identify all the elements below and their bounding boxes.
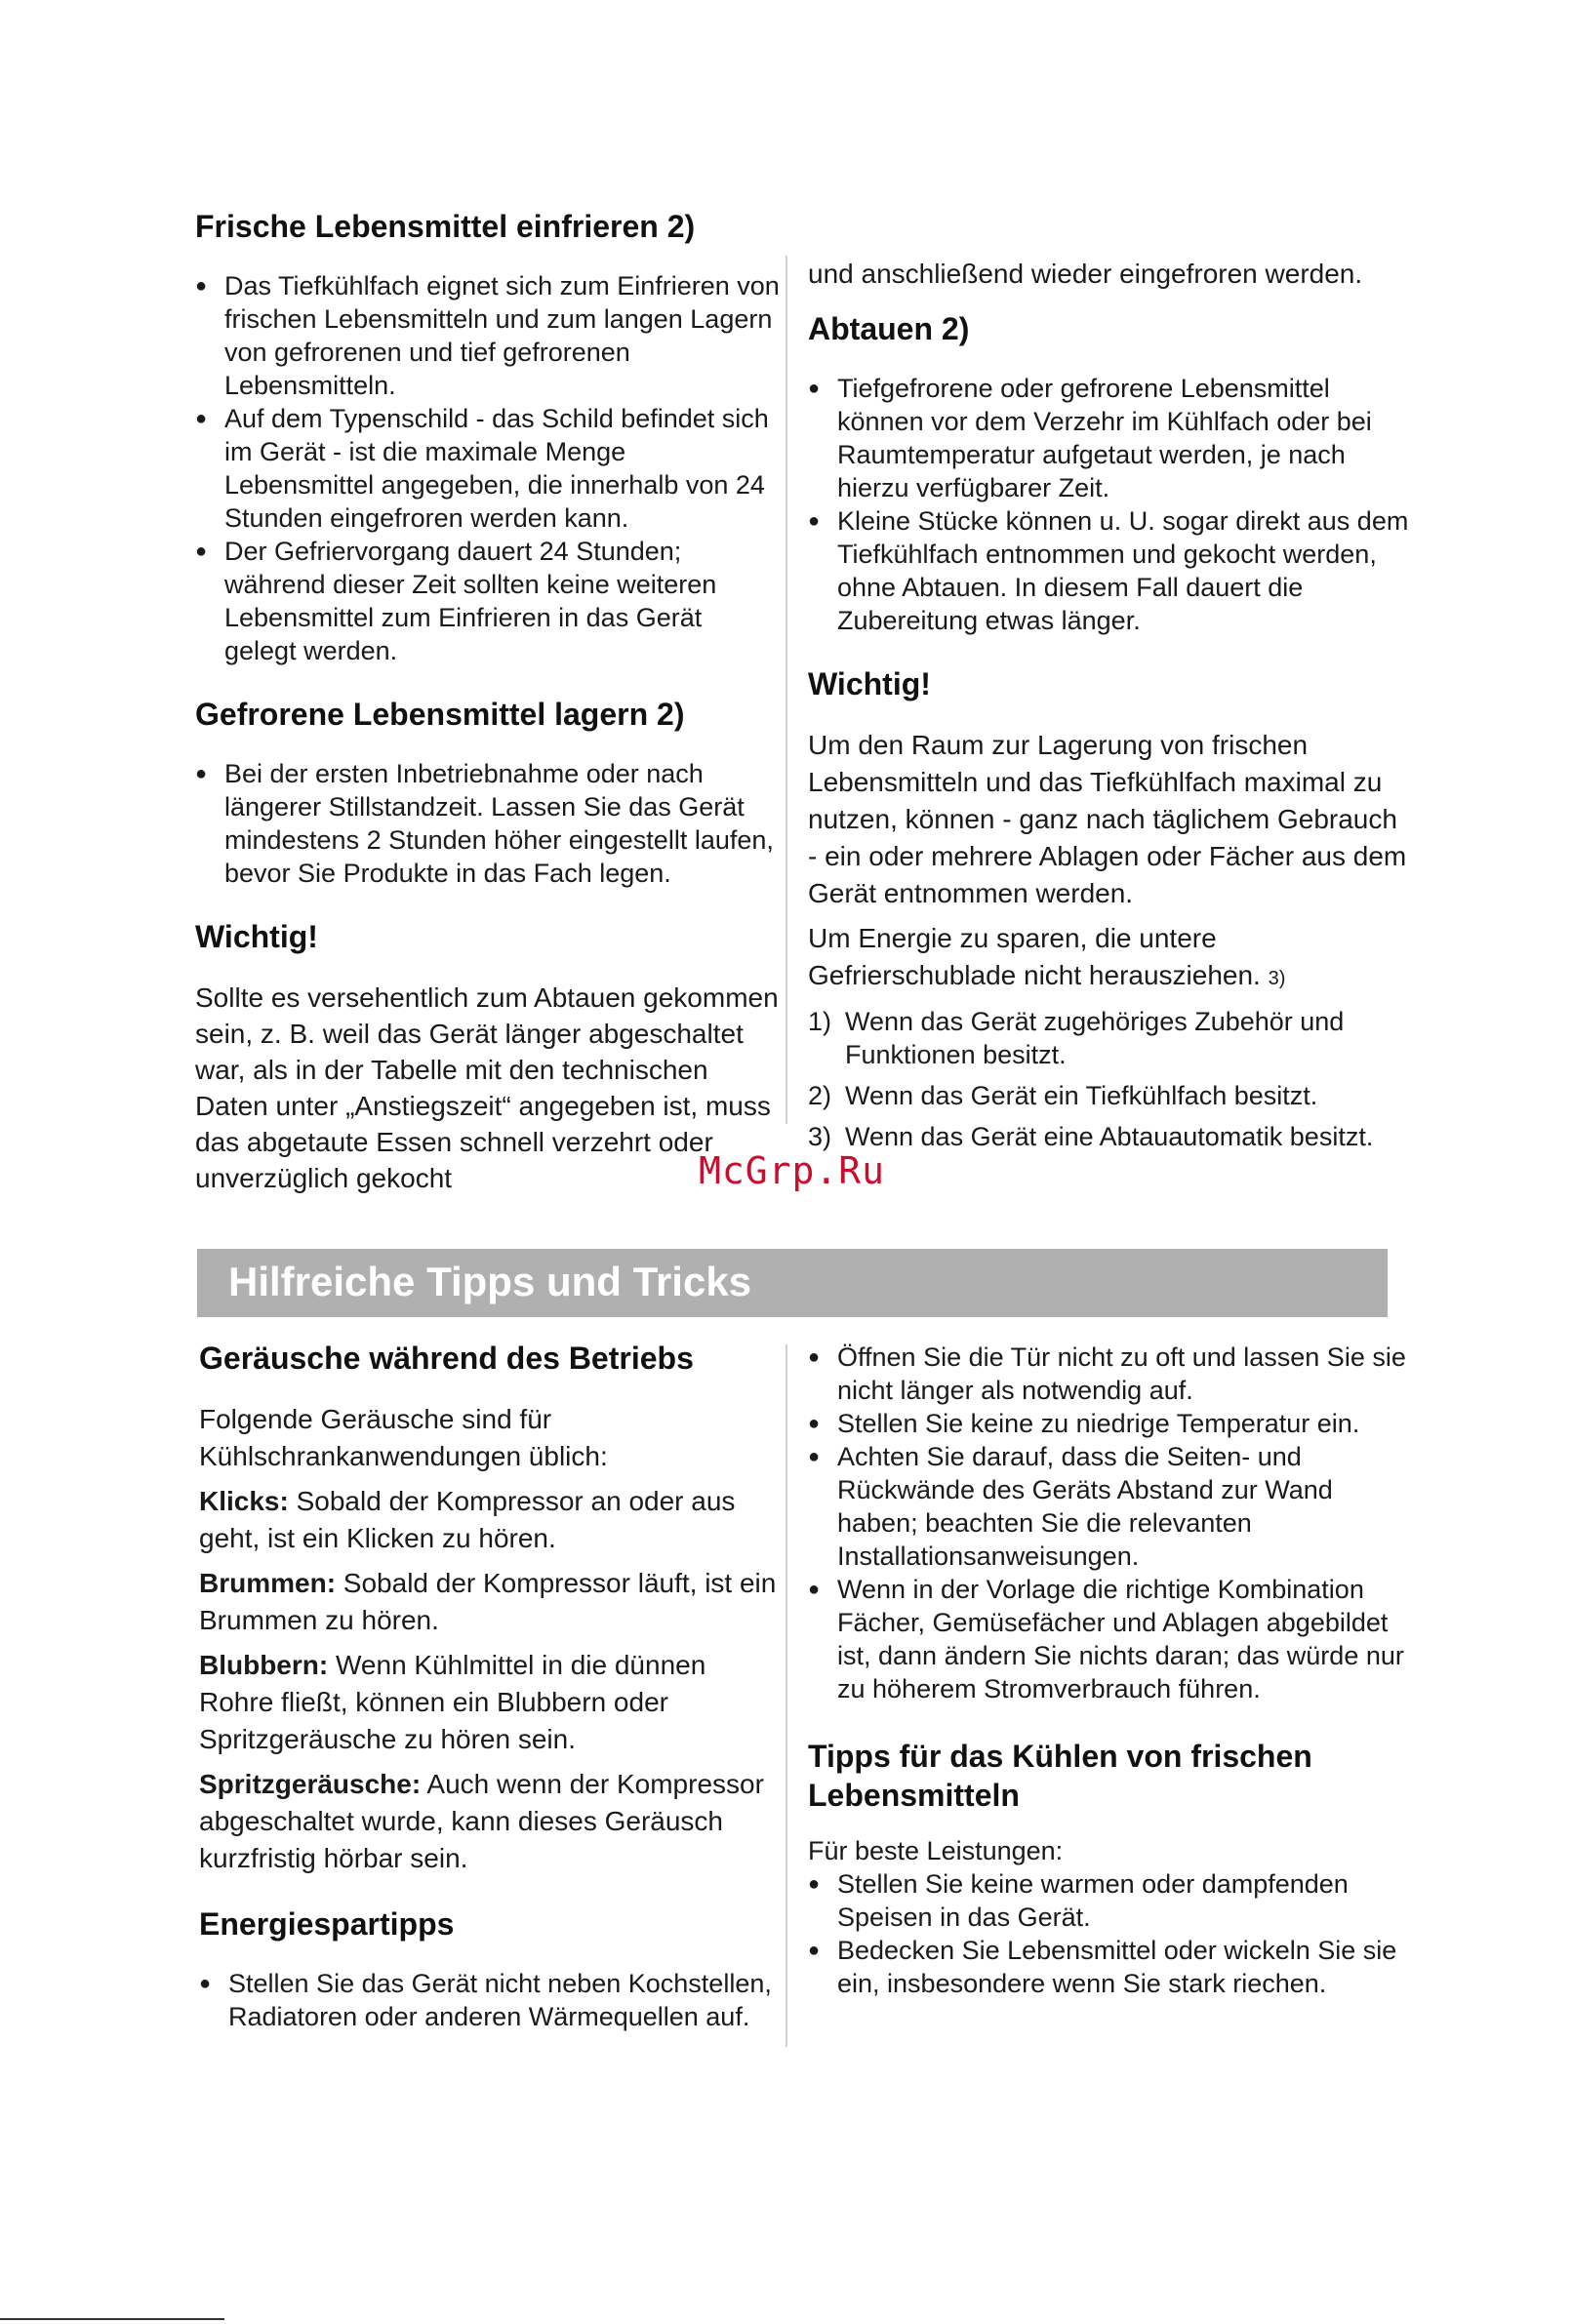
freeze-fresh-list bbox=[195, 269, 781, 667]
energy-note-ref: 3) bbox=[1268, 968, 1286, 989]
heading-energiespartipps: Energiespartipps bbox=[199, 1906, 455, 1942]
footnote-number: 3) bbox=[808, 1122, 832, 1151]
column-divider-bottom bbox=[786, 1344, 787, 2047]
energy-tips-list bbox=[199, 1967, 785, 2033]
column-top-right bbox=[808, 256, 1413, 1161]
watermark: McGrp.Ru bbox=[699, 1149, 886, 1192]
cooling-tips-list bbox=[808, 1867, 1413, 2000]
noise-term: Blubbern: bbox=[199, 1650, 329, 1680]
footnotes-list bbox=[808, 1005, 1413, 1153]
footnote-number: 1) bbox=[808, 1007, 832, 1036]
footnote-item bbox=[808, 1079, 1413, 1112]
heading-wichtig-right: Wichtig! bbox=[808, 666, 931, 701]
column-divider-top bbox=[786, 256, 787, 1124]
footnote-item bbox=[808, 1005, 1413, 1071]
heading-abtauen: Abtauen 2) bbox=[808, 311, 970, 346]
list-item: ● Das Tiefkühlfach eignet sich zum Einfrieren von frischen Lebensmitteln und zum langen Lagern von gefrorenen und tief gefrorenen Lebensmitteln. bbox=[195, 269, 781, 402]
noise-text: Sobald der Kompressor läuft, ist ein Brummen zu hören. bbox=[199, 1568, 777, 1635]
footnote-text: Wenn das Gerät ein Tiefkühlfach besitzt. bbox=[845, 1081, 1318, 1110]
noise-entry bbox=[199, 1565, 785, 1639]
noise-term: Spritzgeräusche: bbox=[199, 1769, 422, 1799]
list-item: ● Der Gefriervorgang dauert 24 Stunden; während dieser Zeit sollten keine weiteren Lebensmittel zum Einfrieren in das Gerät gelegt werden. bbox=[195, 535, 781, 667]
noise-text: Wenn Kühlmittel in die dünnen Rohre fließt, können ein Blubbern oder Spritzgeräusche zu hören sein. bbox=[199, 1650, 706, 1754]
noise-text: Sobald der Kompressor an oder aus geht, ist ein Klicken zu hören. bbox=[199, 1486, 736, 1553]
footer-rule bbox=[0, 2318, 224, 2320]
noise-entry bbox=[199, 1647, 785, 1758]
wichtig-left-text: Sollte es versehentlich zum Abtauen gekommen sein, z. B. weil das Gerät länger abgeschaltet war, als in der Tabelle mit den technischen Daten unter „Anstiegszeit“ angegeben ist, muss das abgetaute Essen schnell verzehrt oder unverzüglich gekocht bbox=[195, 982, 779, 1193]
defrost-list bbox=[808, 372, 1413, 637]
noise-entry bbox=[199, 1483, 785, 1557]
list-item: ● Bei der ersten Inbetriebnahme oder nach längerer Stillstandzeit. Lassen Sie das Gerät mindestens 2 Stunden höher eingestellt laufen, bevor Sie Produkte in das Fach legen. bbox=[195, 757, 781, 890]
noises-intro: Folgende Geräusche sind für Kühlschrankanwendungen üblich: bbox=[199, 1404, 608, 1471]
heading-tipps-kuehlen: Tipps für das Kühlen von frischen Lebensmitteln bbox=[808, 1739, 1312, 1813]
noise-term: Brummen: bbox=[199, 1568, 337, 1598]
list-item: ● Tiefgefrorene oder gefrorene Lebensmittel können vor dem Verzehr im Kühlfach oder bei Raumtemperatur aufgetaut werden, je nach hierzu verfügbarer Zeit. bbox=[808, 372, 1413, 504]
heading-geraeusche: Geräusche während des Betriebs bbox=[199, 1341, 694, 1376]
section-banner bbox=[197, 1249, 1388, 1317]
footnote-number: 2) bbox=[808, 1081, 832, 1110]
cooling-intro: Für beste Leistungen: bbox=[808, 1836, 1064, 1865]
list-item: ● Öffnen Sie die Tür nicht zu oft und lassen Sie sie nicht länger als notwendig auf. bbox=[808, 1341, 1413, 1407]
list-item: ● Stellen Sie keine warmen oder dampfenden Speisen in das Gerät. bbox=[808, 1867, 1413, 1934]
column-bottom-left bbox=[199, 1339, 785, 2061]
heading-gefrorene-lebensmittel: Gefrorene Lebensmittel lagern 2) bbox=[195, 697, 685, 732]
continuation-text: und anschließend wieder eingefroren werden. bbox=[808, 259, 1363, 289]
heading-frische-lebensmittel: Frische Lebensmittel einfrieren 2) bbox=[195, 209, 696, 244]
store-frozen-list bbox=[195, 757, 781, 890]
energy-note-text: Um Energie zu sparen, die untere Gefrierschublade nicht herausziehen. bbox=[808, 923, 1261, 990]
list-item: ● Auf dem Typenschild - das Schild befindet sich im Gerät - ist die maximale Menge Lebensmittel angegeben, die innerhalb von 24 Stunden eingefroren werden kann. bbox=[195, 402, 781, 535]
list-item: ● Wenn in der Vorlage die richtige Kombination Fächer, Gemüsefächer und Ablagen abgebildet ist, dann ändern Sie nichts daran; das würde nur zu höherem Stromverbrauch führen. bbox=[808, 1573, 1413, 1705]
wichtig-right-text: Um den Raum zur Lagerung von frischen Lebensmitteln und das Tiefkühlfach maximal zu nutzen, können - ganz nach täglichem Gebrauch - ein oder mehrere Ablagen oder Fächer aus dem Gerät entnommen werden. bbox=[808, 730, 1407, 908]
banner-title: Hilfreiche Tipps und Tricks bbox=[228, 1259, 752, 1304]
column-top-left bbox=[195, 207, 781, 1204]
noise-entry bbox=[199, 1766, 785, 1877]
noise-text: Auch wenn der Kompressor abgeschaltet wurde, kann dieses Geräusch kurzfristig hörbar sein. bbox=[199, 1769, 764, 1873]
energy-note bbox=[808, 920, 1413, 997]
noise-term: Klicks: bbox=[199, 1486, 289, 1516]
footnote-text: Wenn das Gerät eine Abtauautomatik besitzt. bbox=[845, 1122, 1374, 1151]
list-item: ● Stellen Sie keine zu niedrige Temperatur ein. bbox=[808, 1407, 1413, 1440]
list-item: ● Bedecken Sie Lebensmittel oder wickeln Sie sie ein, insbesondere wenn Sie stark riechen. bbox=[808, 1934, 1413, 2000]
list-item: ● Achten Sie darauf, dass die Seiten- und Rückwände des Geräts Abstand zur Wand haben; beachten Sie die relevanten Installationsanweisungen. bbox=[808, 1440, 1413, 1573]
energy-tips-list-continued bbox=[808, 1341, 1413, 1705]
column-bottom-right bbox=[808, 1341, 1413, 2027]
heading-wichtig-left: Wichtig! bbox=[195, 919, 318, 954]
list-item: ● Kleine Stücke können u. U. sogar direkt aus dem Tiefkühlfach entnommen und gekocht werden, ohne Abtauen. In diesem Fall dauert die Zubereitung etwas länger. bbox=[808, 504, 1413, 637]
footnote-text: Wenn das Gerät zugehöriges Zubehör und Funktionen besitzt. bbox=[845, 1007, 1345, 1069]
list-item: ● Stellen Sie das Gerät nicht neben Kochstellen, Radiatoren oder anderen Wärmequellen auf. bbox=[199, 1967, 785, 2033]
footnote-item bbox=[808, 1120, 1413, 1153]
